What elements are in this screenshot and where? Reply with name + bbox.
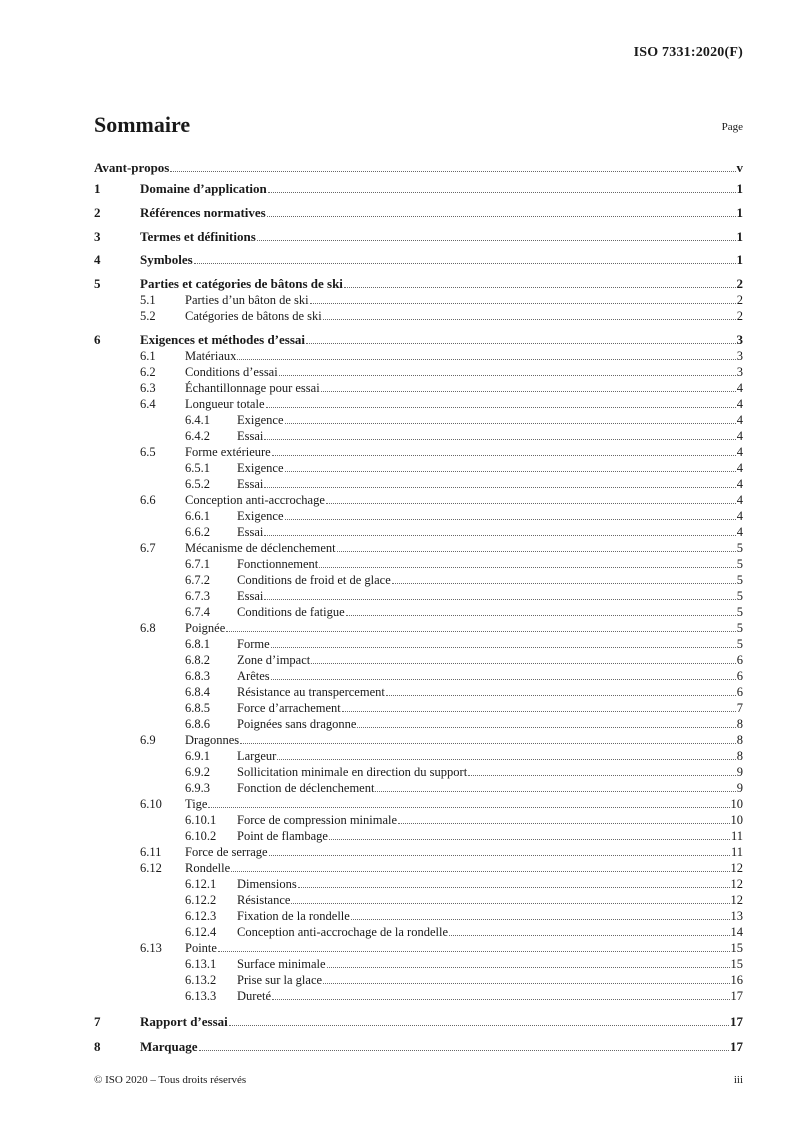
toc-entry-page[interactable]: 4 — [736, 413, 743, 427]
toc-entry-number: 6.2 — [140, 365, 156, 379]
toc-entry-page[interactable]: 5 — [736, 637, 743, 651]
toc-entry-page[interactable]: 6 — [736, 669, 743, 683]
toc-entry[interactable] — [94, 685, 743, 700]
toc-entry-page[interactable]: 5 — [736, 621, 743, 635]
toc-entry-title[interactable]: Marquage — [140, 1039, 198, 1054]
toc-entry[interactable] — [94, 332, 743, 348]
dot-leader — [264, 487, 735, 488]
toc-entry-number: 6.4 — [140, 397, 156, 411]
footer-copyright: © ISO 2020 – Tous droits réservés — [94, 1074, 247, 1086]
toc-entry-title[interactable]: Parties et catégories de bâtons de ski — [140, 276, 343, 291]
dot-leader — [218, 951, 730, 952]
dot-leader — [269, 855, 730, 856]
toc-entry-title[interactable]: Fonction de déclenchement — [237, 781, 375, 795]
dot-leader — [327, 967, 730, 968]
toc-entry-page[interactable]: 12 — [730, 861, 743, 875]
toc-entry[interactable] — [94, 525, 743, 540]
toc-entry-number: 6.7.3 — [185, 589, 210, 603]
dot-leader — [226, 631, 735, 632]
toc-entry-number: 6.10.2 — [185, 829, 217, 843]
dot-leader — [272, 999, 729, 1000]
toc-entry-page[interactable]: v — [736, 160, 743, 175]
dot-leader — [264, 535, 735, 536]
toc-entry-title[interactable]: Dimensions — [237, 877, 297, 891]
toc-entry-title[interactable]: Exigences et méthodes d’essai — [140, 332, 306, 347]
dot-leader — [268, 192, 736, 193]
toc-entry-number: 5.2 — [140, 309, 156, 323]
toc-entry-page[interactable]: 9 — [736, 765, 743, 779]
toc-entry[interactable] — [94, 293, 743, 308]
toc-entry-page[interactable]: 1 — [736, 252, 743, 267]
dot-leader — [266, 407, 736, 408]
toc-entry-title[interactable]: Termes et définitions — [140, 229, 256, 244]
toc-entry[interactable] — [94, 1039, 743, 1055]
dot-leader — [199, 1050, 729, 1051]
toc-entry-number: 6.6.1 — [185, 509, 210, 523]
toc-entry-page[interactable]: 13 — [730, 909, 743, 923]
dot-leader — [310, 303, 736, 304]
dot-leader — [326, 503, 736, 504]
dot-leader — [208, 807, 729, 808]
toc-entry-number: 6.7.1 — [185, 557, 210, 571]
dot-leader — [231, 871, 729, 872]
dot-leader — [357, 727, 735, 728]
dot-leader — [285, 519, 736, 520]
toc-entry-number: 6.10.1 — [185, 813, 217, 827]
toc-entry-page[interactable]: 7 — [736, 701, 743, 715]
toc-entry[interactable] — [94, 765, 743, 780]
toc-entry-page[interactable]: 8 — [736, 749, 743, 763]
toc-entry-page[interactable]: 5 — [736, 541, 743, 555]
toc-entry-number: 6 — [94, 332, 101, 347]
toc-entry-title[interactable]: Arêtes — [237, 669, 270, 683]
dot-leader — [329, 839, 730, 840]
toc-entry[interactable] — [94, 1014, 743, 1030]
toc-entry-title[interactable]: Essai — [237, 477, 264, 491]
toc-entry-title[interactable]: Rapport d’essai — [140, 1014, 228, 1029]
toc-entry-page[interactable]: 8 — [736, 733, 743, 747]
toc-entry-number: 6.4.1 — [185, 413, 210, 427]
toc-entry-page[interactable]: 2 — [736, 293, 743, 307]
document-code: ISO 7331:2020(F) — [633, 45, 743, 60]
toc-entry-title[interactable]: Échantillonnage pour essai — [185, 381, 320, 395]
toc-entry[interactable] — [94, 205, 743, 221]
toc-entry-page[interactable]: 1 — [736, 181, 743, 196]
toc-entry-title[interactable]: Surface minimale — [237, 957, 326, 971]
toc-entry[interactable] — [94, 957, 743, 972]
toc-entry[interactable] — [94, 781, 743, 796]
toc-entry-number: 6.13.1 — [185, 957, 217, 971]
toc-entry-number: 6.9 — [140, 733, 156, 747]
dot-leader — [392, 583, 736, 584]
toc-entry[interactable] — [94, 637, 743, 652]
toc-entry-page[interactable]: 4 — [736, 445, 743, 459]
toc-entry[interactable] — [94, 701, 743, 716]
toc-entry-page[interactable]: 5 — [736, 605, 743, 619]
toc-entry[interactable] — [94, 861, 743, 876]
toc-entry-title[interactable]: Exigence — [237, 413, 284, 427]
toc-entry[interactable] — [94, 397, 743, 412]
dot-leader — [237, 359, 735, 360]
toc-entry-page[interactable]: 17 — [730, 989, 743, 1003]
toc-entry-page[interactable]: 2 — [736, 309, 743, 323]
dot-leader — [271, 679, 736, 680]
toc-entry[interactable] — [94, 941, 743, 956]
toc-entry-number: 5 — [94, 276, 101, 291]
dot-leader — [319, 567, 736, 568]
toc-entry-page[interactable]: 17 — [730, 1039, 743, 1054]
toc-entry[interactable] — [94, 413, 743, 428]
toc-entry-page[interactable]: 16 — [730, 973, 743, 987]
toc-entry-title[interactable]: Forme extérieure — [185, 445, 271, 459]
toc-entry-page[interactable]: 8 — [736, 717, 743, 731]
toc-entry[interactable] — [94, 893, 743, 908]
toc-entry-page[interactable]: 14 — [730, 925, 743, 939]
toc-entry-page[interactable]: 5 — [736, 589, 743, 603]
toc-entry[interactable] — [94, 829, 743, 844]
toc-entry[interactable] — [94, 877, 743, 892]
dot-leader — [342, 711, 736, 712]
toc-entry-page[interactable]: 2 — [736, 276, 743, 291]
toc-entry-number: 1 — [94, 181, 101, 196]
dot-leader — [346, 615, 736, 616]
toc-entry[interactable] — [94, 509, 743, 524]
toc-entry-title[interactable]: Dragonnes — [185, 733, 240, 747]
dot-leader — [449, 935, 729, 936]
toc-entry-number: 6.10 — [140, 797, 162, 811]
toc-entry-title[interactable]: Fonctionnement — [237, 557, 319, 571]
toc-entry-title[interactable]: Force de serrage — [185, 845, 268, 859]
toc-entry-page[interactable]: 4 — [736, 477, 743, 491]
dot-leader — [279, 375, 736, 376]
dot-leader — [398, 823, 729, 824]
toc-entry-number: 6.3 — [140, 381, 156, 395]
dot-leader — [277, 759, 735, 760]
toc-entry[interactable] — [94, 909, 743, 924]
toc-entry-number: 6.11 — [140, 845, 162, 859]
toc-entry-page[interactable]: 3 — [736, 365, 743, 379]
toc-entry-page[interactable]: 4 — [736, 429, 743, 443]
toc-entry-page[interactable]: 12 — [730, 877, 743, 891]
toc-entry-title[interactable]: Essai — [237, 589, 264, 603]
toc-entry-title[interactable]: Exigence — [237, 461, 284, 475]
toc-entry-title[interactable]: Tige — [185, 797, 208, 811]
toc-entry[interactable] — [94, 813, 743, 828]
toc-entry[interactable] — [94, 309, 743, 324]
toc-entry[interactable] — [94, 733, 743, 748]
toc-entry[interactable] — [94, 541, 743, 556]
toc-entry-number: 6.7.4 — [185, 605, 210, 619]
toc-entry-page[interactable]: 15 — [730, 941, 743, 955]
toc-entry-page[interactable]: 4 — [736, 381, 743, 395]
dot-leader — [386, 695, 736, 696]
toc-entry-number: 6.13 — [140, 941, 162, 955]
dot-leader — [291, 903, 729, 904]
page-title: Sommaire — [94, 112, 191, 137]
toc-entry-number: 6.9.2 — [185, 765, 210, 779]
toc-entry-title[interactable]: Conception anti-accrochage — [185, 493, 325, 507]
toc-entry-page[interactable]: 9 — [736, 781, 743, 795]
toc-entry-title[interactable]: Exigence — [237, 509, 284, 523]
toc-entry-number: 6.8.1 — [185, 637, 210, 651]
toc-entry[interactable] — [94, 445, 743, 460]
toc-entry-title[interactable]: Dureté — [237, 989, 272, 1003]
toc-entry[interactable] — [94, 797, 743, 812]
toc-entry-title[interactable]: Conditions d’essai — [185, 365, 278, 379]
dot-leader — [170, 171, 735, 172]
toc-entry-page[interactable]: 4 — [736, 461, 743, 475]
toc-entry-title[interactable]: Essai — [237, 429, 264, 443]
toc-entry-number: 6.8.6 — [185, 717, 210, 731]
dot-leader — [337, 551, 736, 552]
dot-leader — [264, 439, 735, 440]
toc-entry-number: 6.8.5 — [185, 701, 210, 715]
toc-entry[interactable] — [94, 621, 743, 636]
toc-entry-page[interactable]: 1 — [736, 205, 743, 220]
toc-entry-title[interactable]: Sollicitation minimale en direction du support — [237, 765, 468, 779]
toc-entry-title[interactable]: Poignées sans dragonne — [237, 717, 357, 731]
dot-leader — [194, 263, 736, 264]
toc-entry[interactable] — [94, 493, 743, 508]
toc-entry-page[interactable]: 4 — [736, 525, 743, 539]
toc-entry-number: 6.1 — [140, 349, 156, 363]
toc-entry[interactable] — [94, 845, 743, 860]
toc-entry-title[interactable]: Largeur — [237, 749, 277, 763]
toc-entry-number: 4 — [94, 252, 101, 267]
footer-page-number: iii — [733, 1074, 743, 1086]
toc-entry-page[interactable]: 3 — [736, 332, 743, 347]
toc-entry-page[interactable]: 12 — [730, 893, 743, 907]
toc-entry-page[interactable]: 4 — [736, 493, 743, 507]
toc-entry-page[interactable]: 4 — [736, 397, 743, 411]
toc-entry[interactable] — [94, 365, 743, 380]
toc-entry-title[interactable]: Matériaux — [185, 349, 237, 363]
dot-leader — [351, 919, 730, 920]
dot-leader — [323, 983, 729, 984]
toc-entry[interactable] — [94, 589, 743, 604]
toc-entry-number: 6.9.1 — [185, 749, 210, 763]
page-column-label: Page — [721, 121, 743, 133]
toc-entry-title[interactable]: Prise sur la glace — [237, 973, 323, 987]
toc-entry-number: 6.8.3 — [185, 669, 210, 683]
toc-entry-number: 2 — [94, 205, 101, 220]
toc-entry-page[interactable]: 11 — [730, 829, 743, 843]
toc-entry-page[interactable]: 6 — [736, 685, 743, 699]
toc-entry[interactable] — [94, 557, 743, 572]
dot-leader — [285, 423, 736, 424]
toc-entry-page[interactable]: 10 — [730, 813, 743, 827]
toc-entry[interactable] — [94, 181, 743, 197]
toc-entry-title[interactable]: Conception anti-accrochage de la rondelle — [237, 925, 449, 939]
toc-entry-title[interactable]: Domaine d’application — [140, 181, 267, 196]
toc-entry[interactable] — [94, 925, 743, 940]
toc-entry-title[interactable]: Résistance — [237, 893, 291, 907]
toc-entry-page[interactable]: 15 — [730, 957, 743, 971]
toc-entry-page[interactable]: 5 — [736, 573, 743, 587]
toc-entry-number: 3 — [94, 229, 101, 244]
toc-entry[interactable] — [94, 573, 743, 588]
toc-entry-title[interactable]: Zone d’impact — [237, 653, 311, 667]
toc-entry[interactable] — [94, 229, 743, 245]
toc-entry-number: 6.12 — [140, 861, 162, 875]
toc-entry-title[interactable]: Force de compression minimale — [237, 813, 398, 827]
dot-leader — [344, 287, 736, 288]
dot-leader — [311, 663, 736, 664]
toc-entry-number: 8 — [94, 1039, 101, 1054]
dot-leader — [267, 216, 736, 217]
toc-entry-number: 6.12.1 — [185, 877, 217, 891]
toc-entry-title[interactable]: Poignée — [185, 621, 226, 635]
toc-entry-page[interactable]: 5 — [736, 557, 743, 571]
toc-entry-page[interactable]: 4 — [736, 509, 743, 523]
toc-entry-page[interactable]: 1 — [736, 229, 743, 244]
dot-leader — [298, 887, 730, 888]
toc-entry-title[interactable]: Conditions de fatigue — [237, 605, 345, 619]
toc-entry-title[interactable]: Forme — [237, 637, 270, 651]
dot-leader — [229, 1025, 729, 1026]
toc-entry[interactable] — [94, 252, 743, 268]
toc-entry[interactable] — [94, 276, 743, 292]
toc-entry-page[interactable]: 10 — [730, 797, 743, 811]
toc-entry-number: 6.13.3 — [185, 989, 217, 1003]
toc-entry-number: 6.4.2 — [185, 429, 210, 443]
toc-entry[interactable] — [94, 160, 743, 176]
toc-entry-number: 6.6 — [140, 493, 156, 507]
toc-entry-title[interactable]: Symboles — [140, 252, 193, 267]
toc-entry-title[interactable]: Force d’arrachement — [237, 701, 341, 715]
dot-leader — [323, 319, 736, 320]
toc-entry[interactable] — [94, 349, 743, 364]
toc-entry-page[interactable]: 3 — [736, 349, 743, 363]
dot-leader — [375, 791, 735, 792]
toc-entry[interactable] — [94, 381, 743, 396]
toc-entry-title[interactable]: Références normatives — [140, 205, 266, 220]
toc-entry-title[interactable]: Résistance au transpercement — [237, 685, 385, 699]
toc-entry-number: 6.12.2 — [185, 893, 217, 907]
toc-entry-title[interactable]: Conditions de froid et de glace — [237, 573, 391, 587]
dot-leader — [468, 775, 736, 776]
toc-entry-title[interactable]: Rondelle — [185, 861, 231, 875]
toc-entry-title[interactable]: Mécanisme de déclenchement — [185, 541, 336, 555]
toc-entry[interactable] — [94, 989, 743, 1004]
dot-leader — [272, 455, 736, 456]
dot-leader — [264, 599, 735, 600]
toc-entry-page[interactable]: 6 — [736, 653, 743, 667]
toc-entry-page[interactable]: 11 — [730, 845, 743, 859]
toc-entry-number: 6.12.4 — [185, 925, 217, 939]
toc-entry-title[interactable]: Parties d’un bâton de ski — [185, 293, 309, 307]
toc-entry-title[interactable]: Essai — [237, 525, 264, 539]
toc-entry-title[interactable]: Longueur totale — [185, 397, 265, 411]
toc-entry-number: 6.5.1 — [185, 461, 210, 475]
toc-entry-title[interactable]: Pointe — [185, 941, 217, 955]
toc-entry-title[interactable]: Fixation de la rondelle — [237, 909, 350, 923]
dot-leader — [240, 743, 736, 744]
toc-entry-number: 6.13.2 — [185, 973, 217, 987]
dot-leader — [285, 471, 736, 472]
toc-entry-title[interactable]: Catégories de bâtons de ski — [185, 309, 322, 323]
toc-entry[interactable] — [94, 653, 743, 668]
toc-entry[interactable] — [94, 717, 743, 732]
toc-entry-number: 6.8 — [140, 621, 156, 635]
toc-entry[interactable] — [94, 605, 743, 620]
toc-entry[interactable] — [94, 749, 743, 764]
toc-entry-title[interactable]: Avant-propos — [94, 160, 170, 175]
toc-entry-number: 6.12.3 — [185, 909, 217, 923]
toc-entry-number: 6.9.3 — [185, 781, 210, 795]
toc-entry-title[interactable]: Point de flambage — [237, 829, 328, 843]
dot-leader — [306, 343, 735, 344]
toc-entry-number: 6.8.4 — [185, 685, 210, 699]
toc-entry-number: 6.6.2 — [185, 525, 210, 539]
toc-entry-number: 6.8.2 — [185, 653, 210, 667]
toc-entry[interactable] — [94, 429, 743, 444]
toc-entry-number: 5.1 — [140, 293, 156, 307]
toc-entry[interactable] — [94, 477, 743, 492]
toc-entry-number: 6.5.2 — [185, 477, 210, 491]
toc-entry-number: 6.7.2 — [185, 573, 210, 587]
dot-leader — [257, 240, 736, 241]
toc-entry-number: 6.5 — [140, 445, 156, 459]
toc-entry-number: 7 — [94, 1014, 101, 1029]
toc-entry[interactable] — [94, 973, 743, 988]
dot-leader — [271, 647, 736, 648]
toc-entry[interactable] — [94, 461, 743, 476]
toc-entry[interactable] — [94, 669, 743, 684]
dot-leader — [321, 391, 736, 392]
toc-entry-number: 6.7 — [140, 541, 156, 555]
toc-entry-page[interactable]: 17 — [730, 1014, 743, 1029]
